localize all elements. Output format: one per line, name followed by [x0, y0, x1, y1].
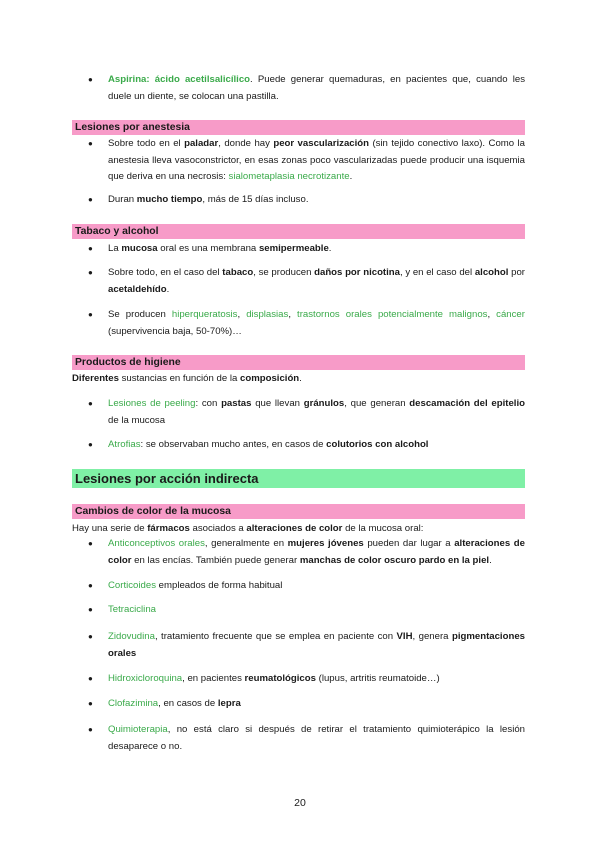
bullet-icon: ● [88, 605, 93, 614]
section-heading-color: Cambios de color de la mucosa [72, 504, 525, 519]
list-item-tabaco-3: ● Se producen hiperqueratosis, displasias, trastornos orales potencialmente malignos, cáncer (supervivencia baja, 50-70%)… [88, 309, 525, 337]
list-item-tabaco-2: ● Sobre todo, en el caso del tabaco, se producen daños por nicotina, y en el caso del alcohol por acetaldehído. [88, 267, 525, 295]
bullet-icon: ● [88, 699, 93, 708]
paragraph-color-intro: Hay una serie de fármacos asociados a alteraciones de color de la mucosa oral: [72, 523, 424, 534]
page-number: 20 [294, 797, 306, 809]
list-item-anestesia-2: ● Duran mucho tiempo, más de 15 días incluso. [92, 192, 525, 209]
section-heading-anestesia: Lesiones por anestesia [72, 120, 525, 135]
list-item-anticonceptivos: ● Anticonceptivos orales, generalmente en mujeres jóvenes pueden dar lugar a alteraciones de color en las encías. También puede generar manchas de color oscuro pardo en la piel. [88, 538, 525, 566]
list-item-corticoides: ● Corticoides empleados de forma habitual [92, 578, 525, 595]
section-heading-indirecta: Lesiones por acción indirecta [72, 469, 525, 488]
list-item-anestesia-1: ● Sobre todo en el paladar, donde hay peor vascularización (sin tejido conectivo laxo). Como la anestesia lleva vasoconstrictor, en esas zonas poco vascularizadas puede producir una isquemia que deriva en una necrosis: sialometaplasia necrotizante. [88, 138, 525, 182]
bullet-icon: ● [88, 725, 93, 734]
bullet-icon: ● [88, 632, 93, 641]
bullet-icon: ● [88, 399, 93, 408]
list-item-zidovudina: ● Zidovudina, tratamiento frecuente que se emplea en paciente con VIH, genera pigmentaciones orales [88, 631, 525, 659]
bullet-icon: ● [88, 195, 93, 204]
list-item-hidroxicloroquina: ● Hidroxicloroquina, en pacientes reumatológicos (lupus, artritis reumatoide…) [92, 671, 525, 688]
section-heading-tabaco: Tabaco y alcohol [72, 224, 525, 239]
section-heading-higiene: Productos de higiene [72, 355, 525, 370]
list-item-aspirina: ● Aspirina: ácido acetilsalicílico. Puede generar quemaduras, en pacientes que, cuando les duele un diente, se colocan una pastilla. [88, 74, 526, 102]
bullet-icon: ● [88, 244, 93, 253]
list-item-higiene-2: ● Atrofias: se observaban mucho antes, en casos de colutorios con alcohol [92, 437, 525, 454]
list-item-tetraciclina: ● Tetraciclina [92, 602, 525, 619]
bullet-icon: ● [88, 539, 93, 548]
list-item-clofazimina: ● Clofazimina, en casos de lepra [92, 696, 525, 713]
paragraph-higiene-intro: Diferentes sustancias en función de la composición. [72, 373, 302, 384]
bullet-icon: ● [88, 581, 93, 590]
bullet-icon: ● [88, 674, 93, 683]
list-item-higiene-1: ● Lesiones de peeling: con pastas que llevan gránulos, que generan descamación del epitelio de la mucosa [88, 398, 525, 426]
list-item-quimioterapia: ● Quimioterapia, no está claro si después de retirar el tratamiento quimioterápico la lesión desaparece o no. [88, 724, 525, 752]
list-item-tabaco-1: ● La mucosa oral es una membrana semipermeable. [92, 241, 525, 258]
bullet-icon: ● [88, 139, 93, 148]
bullet-icon: ● [88, 440, 93, 449]
bullet-icon: ● [88, 268, 93, 277]
bullet-icon: ● [88, 75, 93, 84]
bullet-icon: ● [88, 310, 93, 319]
